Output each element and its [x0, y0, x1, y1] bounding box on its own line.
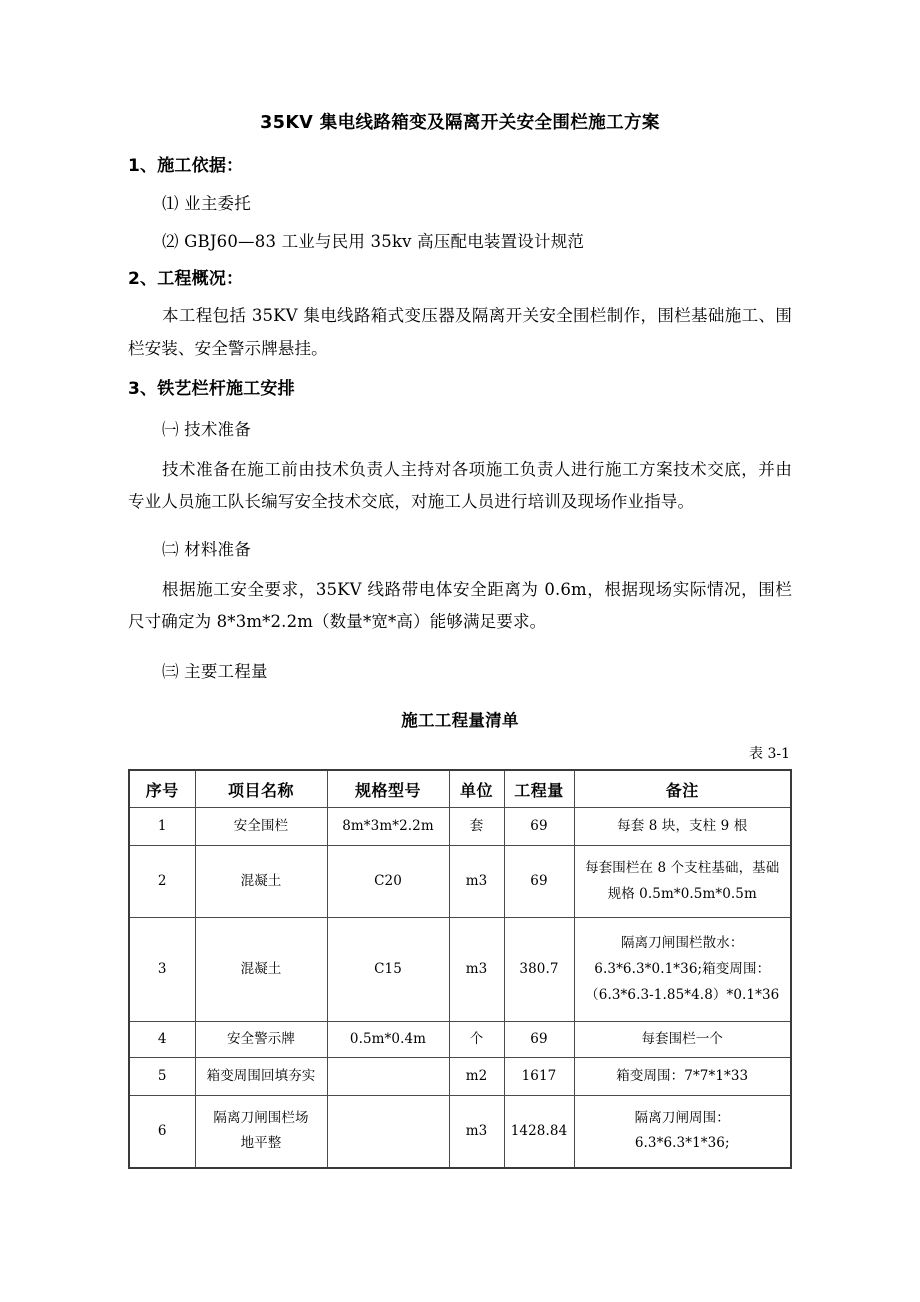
- cell-spec: [327, 1058, 449, 1096]
- cell-note: [574, 1058, 791, 1096]
- section-heading-arrangement: 3、铁艺栏杆施工安排: [128, 378, 295, 399]
- cell-name: [195, 918, 327, 1022]
- cell-note: [574, 1096, 791, 1168]
- cell-note: [574, 808, 791, 846]
- column-header-note: 备注: [574, 770, 791, 808]
- subheading-main-quantities: ㈢ 主要工程量: [162, 662, 268, 682]
- quantity-table: [128, 769, 792, 1169]
- overview-paragraph: 本工程包括 35KV 集电线路箱式变压器及隔离开关安全围栏制作，围栏基础施工、围栏安装、安全警示牌悬挂。: [128, 306, 792, 358]
- table-title: 施工工程量清单: [401, 711, 519, 731]
- cell-note: [574, 1022, 791, 1058]
- cell-qty: 69: [504, 808, 574, 846]
- table-row: [129, 1058, 791, 1096]
- cell-spec: C15: [327, 918, 449, 1022]
- cell-note: [574, 918, 791, 1022]
- section-heading-overview: 2、工程概况：: [128, 268, 244, 289]
- cell-note-line: 6.3*6.3*1*36;: [634, 1135, 730, 1152]
- column-header-no: 序号: [129, 770, 195, 808]
- cell-name: [195, 1022, 327, 1058]
- cell-no: 5: [129, 1058, 195, 1096]
- page-title: 35KV 集电线路箱变及隔离开关安全围栏施工方案: [260, 113, 660, 133]
- column-header-qty: 工程量: [504, 770, 574, 808]
- cell-unit: 套: [449, 808, 504, 846]
- cell-note-line: （6.3*6.3-1.85*4.8）*0.1*36: [585, 986, 780, 1003]
- cell-name-line: 混凝土: [240, 960, 282, 977]
- cell-spec: [327, 1096, 449, 1168]
- cell-spec: 0.5m*0.4m: [327, 1022, 449, 1058]
- cell-unit: 个: [449, 1022, 504, 1058]
- cell-no: 3: [129, 918, 195, 1022]
- cell-qty: 69: [504, 1022, 574, 1058]
- cell-name-line: 安全警示牌: [227, 1030, 295, 1047]
- cell-name-line: 隔离刀闸围栏场: [213, 1109, 309, 1126]
- cell-name: [195, 846, 327, 918]
- table-header-row: [129, 770, 791, 808]
- cell-no: 1: [129, 808, 195, 846]
- cell-qty: 1428.84: [504, 1096, 574, 1168]
- column-header-spec: 规格型号: [327, 770, 449, 808]
- cell-name: [195, 808, 327, 846]
- cell-name: [195, 1058, 327, 1096]
- cell-no: 4: [129, 1022, 195, 1058]
- column-header-unit: 单位: [449, 770, 504, 808]
- table-row: [129, 918, 791, 1022]
- document-body: [128, 0, 792, 1169]
- cell-note-line: 每套围栏一个: [641, 1030, 724, 1047]
- cell-unit: m3: [449, 846, 504, 918]
- cell-name-line: 箱变周围回填夯实: [206, 1067, 316, 1084]
- technical-preparation-paragraph: 技术准备在施工前由技术负责人主持对各项施工负责人进行施工方案技术交底，并由专业人员施工队长编写安全技术交底，对施工人员进行培训及现场作业指导。: [128, 459, 792, 511]
- material-preparation-paragraph: 根据施工安全要求，35KV 线路带电体安全距离为 0.6m，根据现场实际情况，围栏尺寸确定为 8*3m*2.2m（数量*宽*高）能够满足要求。: [128, 579, 792, 632]
- cell-note-line: 箱变周围：7*7*1*33: [616, 1067, 749, 1084]
- cell-name: [195, 1096, 327, 1168]
- table-row: [129, 808, 791, 846]
- cell-no: 6: [129, 1096, 195, 1168]
- cell-name-line: 混凝土: [240, 872, 282, 889]
- cell-name-line: 地平整: [240, 1135, 282, 1152]
- table-row: [129, 846, 791, 918]
- cell-qty: 380.7: [504, 918, 574, 1022]
- subheading-technical-preparation: ㈠ 技术准备: [162, 419, 251, 439]
- column-header-name: 项目名称: [195, 770, 327, 808]
- section-heading-basis: 1、施工依据：: [128, 155, 244, 176]
- cell-spec: 8m*3m*2.2m: [327, 808, 449, 846]
- cell-unit: m3: [449, 918, 504, 1022]
- cell-qty: 1617: [504, 1058, 574, 1096]
- cell-note-line: 每套 8 块，支柱 9 根: [617, 817, 748, 834]
- basis-list-item-2: ⑵ GBJ60—83 工业与民用 35kv 高压配电装置设计规范: [162, 231, 585, 251]
- cell-note: [574, 846, 791, 918]
- cell-note-line: 隔离刀闸周围：: [634, 1109, 730, 1126]
- table-body: [129, 808, 791, 1168]
- table-row: [129, 1022, 791, 1058]
- cell-qty: 69: [504, 846, 574, 918]
- cell-note-line: 6.3*6.3*0.1*36;箱变周围：: [594, 960, 771, 977]
- cell-name-line: 安全围栏: [233, 817, 289, 834]
- cell-note-line: 隔离刀闸围栏散水：: [621, 935, 744, 952]
- cell-unit: m2: [449, 1058, 504, 1096]
- cell-spec: C20: [327, 846, 449, 918]
- cell-no: 2: [129, 846, 195, 918]
- cell-unit: m3: [449, 1096, 504, 1168]
- table-number-label: 表 3-1: [749, 746, 790, 763]
- cell-note-line: 规格 0.5m*0.5m*0.5m: [607, 885, 757, 902]
- table-row: [129, 1096, 791, 1168]
- subheading-material-preparation: ㈡ 材料准备: [162, 540, 251, 560]
- cell-note-line: 每套围栏在 8 个支柱基础，基础: [585, 860, 780, 877]
- basis-list-item-1: ⑴ 业主委托: [162, 193, 251, 213]
